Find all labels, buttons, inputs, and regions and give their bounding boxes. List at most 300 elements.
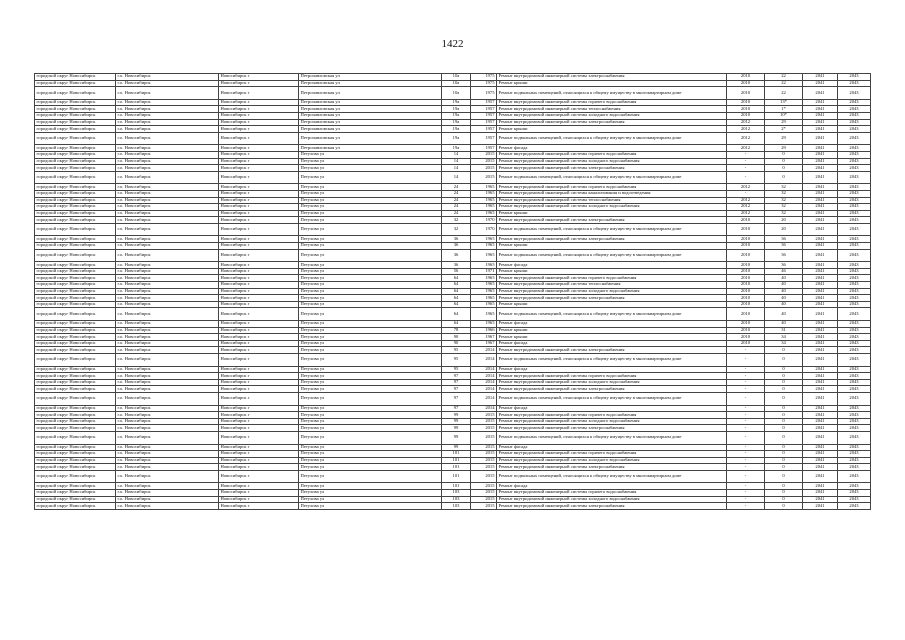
district-cell: городской округ Новосибирск	[35, 184, 116, 191]
city-cell: Новосибирск г	[219, 334, 299, 341]
house-cell: 32	[442, 217, 471, 224]
plan-end-cell: 2043	[838, 321, 871, 328]
plan-end-cell: 2043	[838, 334, 871, 341]
district-cell: городской округ Новосибирск	[35, 243, 116, 250]
work-type-cell: Ремонт крыши	[497, 268, 727, 275]
value-cell: 2*	[765, 126, 803, 133]
work-type-cell: Ремонт подвальных помещений, относящихся к общему имуществу в многоквартирном доме	[497, 470, 727, 483]
house-cell: 101	[442, 451, 471, 458]
municipality-cell: г.о. Новосибирск	[116, 301, 219, 308]
last-repair-year-cell: 2010	[727, 295, 765, 302]
build-year-cell: 2014	[471, 379, 497, 386]
table-row	[35, 373, 871, 380]
build-year-cell: 2015	[471, 503, 497, 510]
last-repair-year-cell: -	[727, 158, 765, 165]
build-year-cell: 2015	[471, 496, 497, 503]
plan-start-cell: 2041	[803, 405, 838, 412]
table-row	[35, 295, 871, 302]
house-cell: 78	[442, 327, 471, 334]
plan-end-cell: 2043	[838, 243, 871, 250]
district-cell: городской округ Новосибирск	[35, 288, 116, 295]
table-row	[35, 470, 871, 483]
municipality-cell: г.о. Новосибирск	[116, 457, 219, 464]
plan-end-cell: 2043	[838, 412, 871, 419]
plan-end-cell: 2043	[838, 301, 871, 308]
municipality-cell: г.о. Новосибирск	[116, 347, 219, 354]
last-repair-year-cell: 2010	[727, 249, 765, 262]
plan-start-cell: 2041	[803, 327, 838, 334]
work-type-cell: Ремонт внутридомовой инженерной системы электроснабжения	[497, 165, 727, 172]
last-repair-year-cell: 2010	[727, 340, 765, 347]
value-cell: 0	[765, 464, 803, 471]
city-cell: Новосибирск г	[219, 379, 299, 386]
street-cell: Петропавловская ул	[299, 119, 442, 126]
value-cell: 0	[765, 496, 803, 503]
work-type-cell: Ремонт внутридомовой инженерной системы электроснабжения	[497, 425, 727, 432]
work-type-cell: Ремонт внутридомовой инженерной системы холодного водоснабжения	[497, 496, 727, 503]
value-cell: 32	[765, 184, 803, 191]
house-cell: 36	[442, 249, 471, 262]
municipality-cell: г.о. Новосибирск	[116, 80, 219, 87]
value-cell: 0	[765, 412, 803, 419]
plan-end-cell: 2043	[838, 151, 871, 158]
district-cell: городской округ Новосибирск	[35, 282, 116, 289]
last-repair-year-cell: 2010	[727, 223, 765, 236]
value-cell: 0	[765, 444, 803, 451]
municipality-cell: г.о. Новосибирск	[116, 483, 219, 490]
last-repair-year-cell: -	[727, 444, 765, 451]
work-type-cell: Ремонт внутридомовой инженерной системы теплоснабжения	[497, 197, 727, 204]
plan-start-cell: 2041	[803, 223, 838, 236]
build-year-cell: 1965	[471, 236, 497, 243]
city-cell: Новосибирск г	[219, 431, 299, 444]
street-cell: Петухова ул	[299, 165, 442, 172]
plan-end-cell: 2043	[838, 204, 871, 211]
district-cell: городской округ Новосибирск	[35, 87, 116, 100]
plan-end-cell: 2043	[838, 340, 871, 347]
table-row	[35, 184, 871, 191]
work-type-cell: Ремонт подвальных помещений, относящихся к общему имуществу в многоквартирном доме	[497, 249, 727, 262]
street-cell: Петухова ул	[299, 184, 442, 191]
build-year-cell: 1965	[471, 210, 497, 217]
plan-end-cell: 2043	[838, 386, 871, 393]
table-row	[35, 236, 871, 243]
table-row	[35, 132, 871, 145]
table-row	[35, 223, 871, 236]
plan-end-cell: 2043	[838, 470, 871, 483]
municipality-cell: г.о. Новосибирск	[116, 327, 219, 334]
last-repair-year-cell: 2010	[727, 106, 765, 113]
work-type-cell: Ремонт фасада	[497, 483, 727, 490]
plan-end-cell: 2043	[838, 464, 871, 471]
work-type-cell: Ремонт подвальных помещений, относящихся к общему имуществу в многоквартирном доме	[497, 132, 727, 145]
municipality-cell: г.о. Новосибирск	[116, 392, 219, 405]
city-cell: Новосибирск г	[219, 308, 299, 321]
last-repair-year-cell: -	[727, 490, 765, 497]
value-cell: 0	[765, 457, 803, 464]
table-row	[35, 392, 871, 405]
house-cell: 99	[442, 444, 471, 451]
last-repair-year-cell: -	[727, 412, 765, 419]
street-cell: Петухова ул	[299, 243, 442, 250]
last-repair-year-cell: -	[727, 379, 765, 386]
district-cell: городской округ Новосибирск	[35, 308, 116, 321]
build-year-cell: 2014	[471, 353, 497, 366]
value-cell: 22	[765, 80, 803, 87]
street-cell: Петухова ул	[299, 282, 442, 289]
plan-end-cell: 2043	[838, 223, 871, 236]
plan-start-cell: 2041	[803, 347, 838, 354]
table-row	[35, 464, 871, 471]
value-cell: 40	[765, 295, 803, 302]
value-cell: 31	[765, 327, 803, 334]
municipality-cell: г.о. Новосибирск	[116, 249, 219, 262]
district-cell: городской округ Новосибирск	[35, 301, 116, 308]
city-cell: Новосибирск г	[219, 470, 299, 483]
build-year-cell: 1967	[471, 334, 497, 341]
district-cell: городской округ Новосибирск	[35, 210, 116, 217]
plan-start-cell: 2041	[803, 158, 838, 165]
street-cell: Петухова ул	[299, 236, 442, 243]
street-cell: Петухова ул	[299, 262, 442, 269]
street-cell: Петухова ул	[299, 425, 442, 432]
plan-start-cell: 2041	[803, 80, 838, 87]
street-cell: Петропавловская ул	[299, 106, 442, 113]
value-cell: 0	[765, 470, 803, 483]
plan-start-cell: 2041	[803, 99, 838, 106]
house-cell: 19а	[442, 106, 471, 113]
house-cell: 14	[442, 165, 471, 172]
value-cell: 36	[765, 236, 803, 243]
municipality-cell: г.о. Новосибирск	[116, 243, 219, 250]
house-cell: 97	[442, 379, 471, 386]
last-repair-year-cell: 2010	[727, 262, 765, 269]
build-year-cell: 2014	[471, 347, 497, 354]
city-cell: Новосибирск г	[219, 386, 299, 393]
house-cell: 10а	[442, 80, 471, 87]
plan-start-cell: 2041	[803, 151, 838, 158]
work-type-cell: Ремонт крыши	[497, 327, 727, 334]
last-repair-year-cell: 2010	[727, 334, 765, 341]
plan-start-cell: 2041	[803, 379, 838, 386]
build-year-cell: 1965	[471, 275, 497, 282]
municipality-cell: г.о. Новосибирск	[116, 431, 219, 444]
build-year-cell: 1965	[471, 295, 497, 302]
last-repair-year-cell: -	[727, 353, 765, 366]
table-row	[35, 379, 871, 386]
last-repair-year-cell: -	[727, 503, 765, 510]
street-cell: Петухова ул	[299, 464, 442, 471]
last-repair-year-cell: 2012	[727, 184, 765, 191]
street-cell: Петухова ул	[299, 327, 442, 334]
house-cell: 64	[442, 321, 471, 328]
table-row	[35, 210, 871, 217]
municipality-cell: г.о. Новосибирск	[116, 405, 219, 412]
plan-start-cell: 2041	[803, 373, 838, 380]
work-type-cell: Ремонт внутридомовой инженерной системы горячего водоснабжения	[497, 490, 727, 497]
plan-end-cell: 2043	[838, 490, 871, 497]
street-cell: Петухова ул	[299, 171, 442, 184]
district-cell: городской округ Новосибирск	[35, 321, 116, 328]
table-row	[35, 308, 871, 321]
district-cell: городской округ Новосибирск	[35, 386, 116, 393]
table-row	[35, 418, 871, 425]
city-cell: Новосибирск г	[219, 444, 299, 451]
value-cell: 22	[765, 87, 803, 100]
district-cell: городской округ Новосибирск	[35, 353, 116, 366]
municipality-cell: г.о. Новосибирск	[116, 334, 219, 341]
municipality-cell: г.о. Новосибирск	[116, 340, 219, 347]
municipality-cell: г.о. Новосибирск	[116, 236, 219, 243]
value-cell: 40	[765, 321, 803, 328]
value-cell: 46	[765, 268, 803, 275]
district-cell: городской округ Новосибирск	[35, 483, 116, 490]
street-cell: Петухова ул	[299, 457, 442, 464]
last-repair-year-cell: -	[727, 451, 765, 458]
city-cell: Новосибирск г	[219, 204, 299, 211]
plan-end-cell: 2043	[838, 74, 871, 81]
last-repair-year-cell: -	[727, 165, 765, 172]
street-cell: Петропавловская ул	[299, 145, 442, 152]
district-cell: городской округ Новосибирск	[35, 165, 116, 172]
house-cell: 90	[442, 340, 471, 347]
last-repair-year-cell: 2012	[727, 126, 765, 133]
municipality-cell: г.о. Новосибирск	[116, 210, 219, 217]
table-row	[35, 490, 871, 497]
district-cell: городской округ Новосибирск	[35, 204, 116, 211]
last-repair-year-cell: 2012	[727, 145, 765, 152]
city-cell: Новосибирск г	[219, 106, 299, 113]
work-type-cell: Ремонт внутридомовой инженерной системы горячего водоснабжения	[497, 275, 727, 282]
build-year-cell: 1965	[471, 204, 497, 211]
street-cell: Петухова ул	[299, 158, 442, 165]
district-cell: городской округ Новосибирск	[35, 99, 116, 106]
table-row	[35, 243, 871, 250]
table-row	[35, 405, 871, 412]
work-type-cell: Ремонт внутридомовой инженерной системы электроснабжения	[497, 386, 727, 393]
value-cell: 0	[765, 366, 803, 373]
plan-start-cell: 2041	[803, 74, 838, 81]
work-type-cell: Ремонт внутридомовой инженерной системы холодного водоснабжения	[497, 204, 727, 211]
district-cell: городской округ Новосибирск	[35, 119, 116, 126]
table-row	[35, 327, 871, 334]
plan-end-cell: 2043	[838, 87, 871, 100]
house-cell: 103	[442, 496, 471, 503]
build-year-cell: 2015	[471, 412, 497, 419]
city-cell: Новосибирск г	[219, 392, 299, 405]
city-cell: Новосибирск г	[219, 418, 299, 425]
street-cell: Петухова ул	[299, 223, 442, 236]
build-year-cell: 2015	[471, 425, 497, 432]
district-cell: городской округ Новосибирск	[35, 347, 116, 354]
municipality-cell: г.о. Новосибирск	[116, 490, 219, 497]
last-repair-year-cell: -	[727, 418, 765, 425]
value-cell: 40	[765, 308, 803, 321]
street-cell: Петухова ул	[299, 392, 442, 405]
city-cell: Новосибирск г	[219, 268, 299, 275]
plan-end-cell: 2043	[838, 112, 871, 119]
last-repair-year-cell: -	[727, 425, 765, 432]
house-cell: 24	[442, 197, 471, 204]
table-row	[35, 347, 871, 354]
municipality-cell: г.о. Новосибирск	[116, 151, 219, 158]
plan-start-cell: 2041	[803, 503, 838, 510]
street-cell: Петухова ул	[299, 204, 442, 211]
street-cell: Петухова ул	[299, 249, 442, 262]
plan-start-cell: 2041	[803, 496, 838, 503]
last-repair-year-cell: 2010	[727, 236, 765, 243]
work-type-cell: Ремонт внутридомовой инженерной системы электроснабжения	[497, 236, 727, 243]
build-year-cell: 1957	[471, 145, 497, 152]
municipality-cell: г.о. Новосибирск	[116, 412, 219, 419]
value-cell: 0	[765, 503, 803, 510]
city-cell: Новосибирск г	[219, 321, 299, 328]
plan-start-cell: 2041	[803, 249, 838, 262]
value-cell: 20	[765, 217, 803, 224]
district-cell: городской округ Новосибирск	[35, 444, 116, 451]
work-type-cell: Ремонт крыши	[497, 334, 727, 341]
table-row	[35, 353, 871, 366]
district-cell: городской округ Новосибирск	[35, 379, 116, 386]
value-cell: 40	[765, 275, 803, 282]
plan-start-cell: 2041	[803, 392, 838, 405]
street-cell: Петухова ул	[299, 210, 442, 217]
municipality-cell: г.о. Новосибирск	[116, 204, 219, 211]
house-cell: 36	[442, 243, 471, 250]
house-cell: 101	[442, 464, 471, 471]
municipality-cell: г.о. Новосибирск	[116, 262, 219, 269]
value-cell: 0	[765, 158, 803, 165]
build-year-cell: 2015	[471, 151, 497, 158]
municipality-cell: г.о. Новосибирск	[116, 184, 219, 191]
municipality-cell: г.о. Новосибирск	[116, 295, 219, 302]
district-cell: городской округ Новосибирск	[35, 106, 116, 113]
district-cell: городской округ Новосибирск	[35, 223, 116, 236]
city-cell: Новосибирск г	[219, 243, 299, 250]
municipality-cell: г.о. Новосибирск	[116, 223, 219, 236]
city-cell: Новосибирск г	[219, 405, 299, 412]
table-row	[35, 340, 871, 347]
street-cell: Петухова ул	[299, 151, 442, 158]
district-cell: городской округ Новосибирск	[35, 405, 116, 412]
city-cell: Новосибирск г	[219, 301, 299, 308]
value-cell: 0	[765, 392, 803, 405]
district-cell: городской округ Новосибирск	[35, 496, 116, 503]
district-cell: городской округ Новосибирск	[35, 425, 116, 432]
street-cell: Петухова ул	[299, 217, 442, 224]
table-row	[35, 204, 871, 211]
city-cell: Новосибирск г	[219, 249, 299, 262]
plan-start-cell: 2041	[803, 366, 838, 373]
district-cell: городской округ Новосибирск	[35, 373, 116, 380]
municipality-cell: г.о. Новосибирск	[116, 268, 219, 275]
house-cell: 19а	[442, 112, 471, 119]
plan-end-cell: 2043	[838, 431, 871, 444]
house-cell: 64	[442, 308, 471, 321]
street-cell: Петропавловская ул	[299, 80, 442, 87]
district-cell: городской округ Новосибирск	[35, 126, 116, 133]
work-type-cell: Ремонт внутридомовой инженерной системы электроснабжения	[497, 464, 727, 471]
house-cell: 24	[442, 190, 471, 197]
municipality-cell: г.о. Новосибирск	[116, 119, 219, 126]
street-cell: Петропавловская ул	[299, 112, 442, 119]
table-row	[35, 425, 871, 432]
build-year-cell: 1957	[471, 99, 497, 106]
plan-start-cell: 2041	[803, 295, 838, 302]
street-cell: Петухова ул	[299, 288, 442, 295]
last-repair-year-cell: 2010	[727, 327, 765, 334]
work-type-cell: Ремонт внутридомовой инженерной системы горячего водоснабжения	[497, 412, 727, 419]
house-cell: 97	[442, 373, 471, 380]
value-cell: 0	[765, 418, 803, 425]
street-cell: Петухова ул	[299, 470, 442, 483]
plan-start-cell: 2041	[803, 288, 838, 295]
table-row	[35, 275, 871, 282]
work-type-cell: Ремонт внутридомовой инженерной системы электроснабжения	[497, 119, 727, 126]
plan-end-cell: 2043	[838, 425, 871, 432]
build-year-cell: 2014	[471, 386, 497, 393]
value-cell: 0	[765, 425, 803, 432]
last-repair-year-cell: 2010	[727, 308, 765, 321]
municipality-cell: г.о. Новосибирск	[116, 282, 219, 289]
plan-end-cell: 2043	[838, 308, 871, 321]
table-row	[35, 249, 871, 262]
city-cell: Новосибирск г	[219, 87, 299, 100]
work-type-cell: Ремонт фасада	[497, 340, 727, 347]
value-cell: 10*	[765, 112, 803, 119]
table-row	[35, 457, 871, 464]
build-year-cell: 2015	[471, 165, 497, 172]
build-year-cell: 2015	[471, 483, 497, 490]
table-row	[35, 431, 871, 444]
house-cell: 36	[442, 262, 471, 269]
last-repair-year-cell: 2010	[727, 282, 765, 289]
work-type-cell: Ремонт внутридомовой инженерной системы электроснабжения	[497, 503, 727, 510]
plan-end-cell: 2043	[838, 418, 871, 425]
plan-start-cell: 2041	[803, 334, 838, 341]
street-cell: Петухова ул	[299, 444, 442, 451]
build-year-cell: 1957	[471, 132, 497, 145]
district-cell: городской округ Новосибирск	[35, 236, 116, 243]
work-type-cell: Ремонт фасада	[497, 145, 727, 152]
city-cell: Новосибирск г	[219, 412, 299, 419]
municipality-cell: г.о. Новосибирск	[116, 106, 219, 113]
municipality-cell: г.о. Новосибирск	[116, 366, 219, 373]
last-repair-year-cell: 2010	[727, 80, 765, 87]
street-cell: Петухова ул	[299, 451, 442, 458]
work-type-cell: Ремонт фасада	[497, 366, 727, 373]
city-cell: Новосибирск г	[219, 464, 299, 471]
work-type-cell: Ремонт внутридомовой инженерной системы холодного водоснабжения	[497, 379, 727, 386]
street-cell: Петухова ул	[299, 503, 442, 510]
last-repair-year-cell: -	[727, 405, 765, 412]
plan-start-cell: 2041	[803, 490, 838, 497]
house-cell: 95	[442, 353, 471, 366]
street-cell: Петухова ул	[299, 347, 442, 354]
municipality-cell: г.о. Новосибирск	[116, 165, 219, 172]
street-cell: Петухова ул	[299, 295, 442, 302]
build-year-cell: 1957	[471, 126, 497, 133]
street-cell: Петухова ул	[299, 334, 442, 341]
build-year-cell: 1966	[471, 327, 497, 334]
build-year-cell: 1975	[471, 80, 497, 87]
work-type-cell: Ремонт подвальных помещений, относящихся к общему имуществу в многоквартирном доме	[497, 431, 727, 444]
street-cell: Петухова ул	[299, 483, 442, 490]
build-year-cell: 1965	[471, 321, 497, 328]
plan-start-cell: 2041	[803, 308, 838, 321]
municipality-cell: г.о. Новосибирск	[116, 444, 219, 451]
build-year-cell: 2015	[471, 457, 497, 464]
